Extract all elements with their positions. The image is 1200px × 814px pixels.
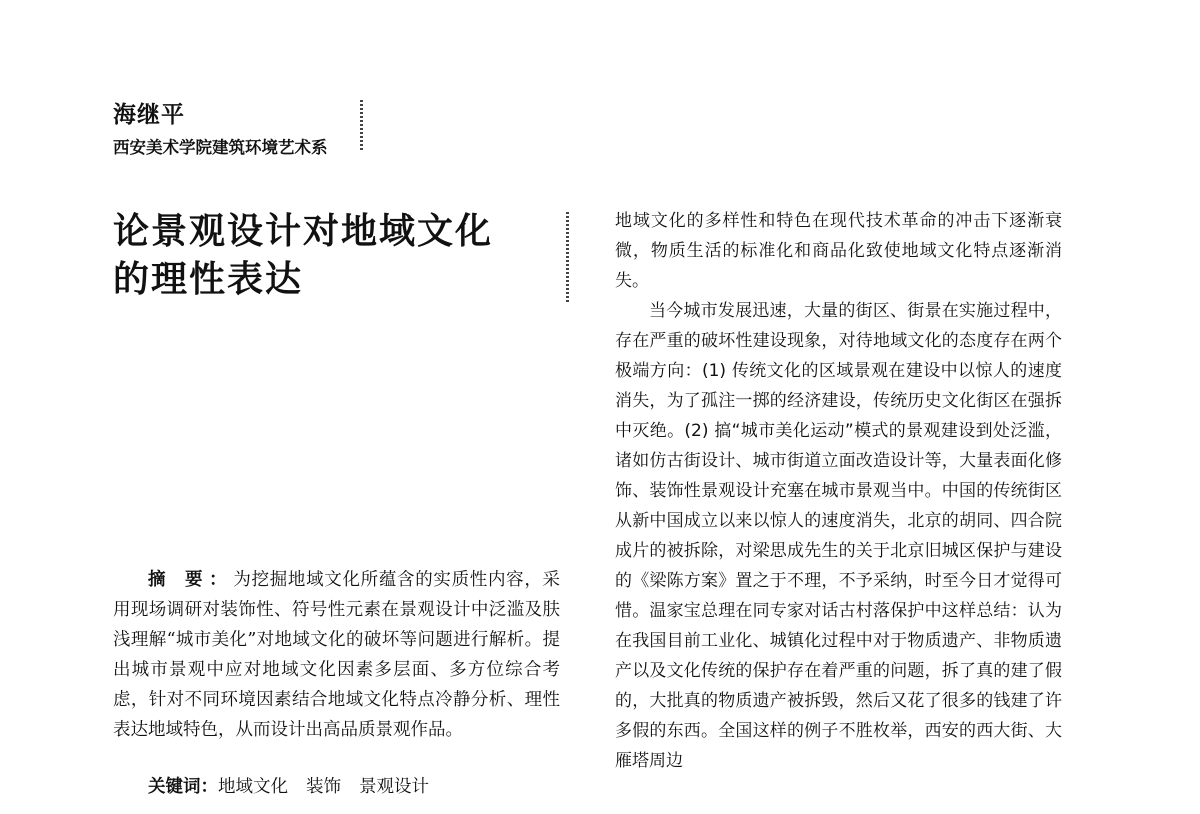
abstract	[113, 565, 560, 745]
vertical-margin-mark	[360, 100, 363, 152]
title-line-1: 论景观设计对地域文化	[113, 211, 494, 252]
title-line-2: 的理性表达	[113, 259, 304, 300]
keyword-item: 景观设计	[359, 777, 429, 797]
body-paragraph: 当今城市发展迅速，大量的街区、街景在实施过程中，存在严重的破坏性建设现象，对待地域文化的态度存在两个极端方向：(1) 传统文化的区域景观在建设中以惊人的速度消失，为了孤注一掷的经济建设，传统历史文化街区在强拆中灭绝。(2) 搞“城市美化运动”模式的景观建设到处泛滥，诸如仿古街设计、城市街道立面改造设计等，大量表面化修饰、装饰性景观设计充塞在城市景观当中。中国的传统街区从新中国成立以来以惊人的速度消失，北京的胡同、四合院成片的被拆除，对梁思成先生的关于北京旧城区保护与建设的《梁陈方案》置之于不理，不予采纳，时至今日才觉得可惜。温家宝总理在同专家对话古村落保护中这样总结：认为在我国目前工业化、城镇化过程中对于物质遗产、非物质遗产以及文化传统的保护存在着严重的问题，拆了真的建了假的，大批真的物质遗产被拆毁，然后又花了很多的钱建了许多假的东西。全国这样的例子不胜枚举，西安的西大街、大雁塔周边	[615, 301, 1062, 771]
abstract-text: 为挖掘地域文化所蕴含的实质性内容，采用现场调研对装饰性、符号性元素在景观设计中泛滥及肤浅理解“城市美化”对地域文化的破坏等问题进行解析。提出城市景观中应对地域文化因素多层面、多方位综合考虑，针对不同环境因素结合地域文化特点冷静分析、理性表达地域特色，从而设计出高品质景观作品。	[113, 570, 561, 740]
keywords-label: 关键词：	[148, 777, 218, 797]
keyword-item: 地域文化	[218, 777, 288, 797]
body-paragraph: 地域文化的多样性和特色在现代技术革命的冲击下逐渐衰微，物质生活的标准化和商品化致使地域文化特点逐渐消失。	[615, 211, 1062, 291]
author-name: 海继平	[113, 101, 185, 128]
keyword-item: 装饰	[306, 777, 341, 797]
article-title	[113, 208, 563, 304]
author-affiliation: 西安美术学院建筑环境艺术系	[113, 138, 328, 157]
vertical-margin-mark	[566, 212, 569, 302]
keywords	[113, 772, 560, 802]
body-text-column	[615, 206, 1062, 776]
abstract-label: 摘 要：	[148, 570, 234, 590]
